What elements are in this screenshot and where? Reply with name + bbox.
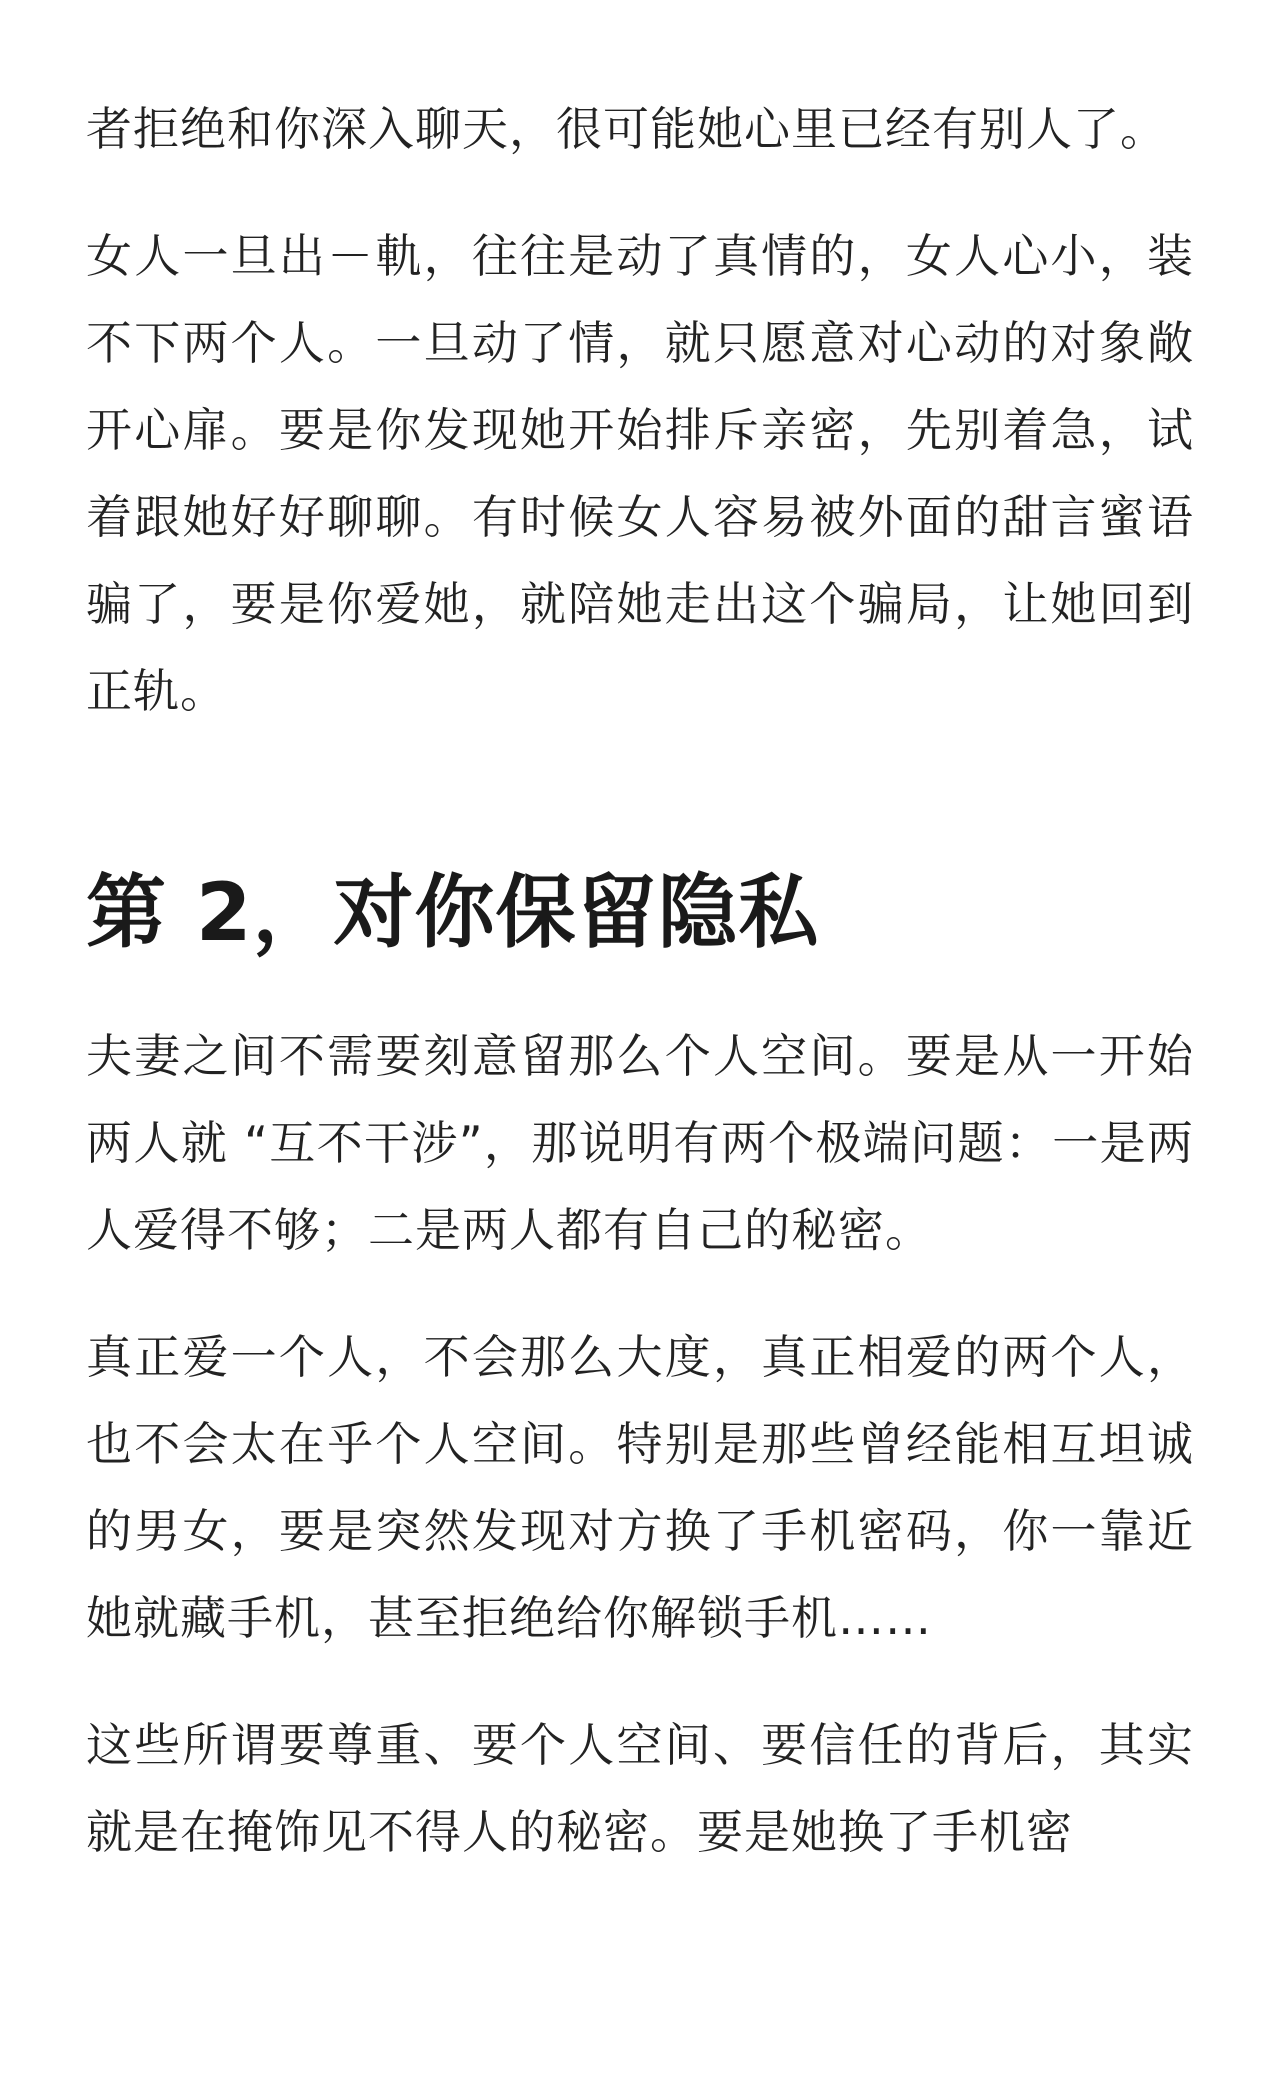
section-heading-wrap <box>86 863 1194 963</box>
paragraph-3: 夫妻之间不需要刻意留那么个人空间。要是从一开始两人就 “互不干涉”，那说明有两个极端问题：一是两人爱得不够；二是两人都有自己的秘密。 <box>86 1029 1194 1257</box>
article-body <box>86 86 1194 1876</box>
paragraph-1: 者拒绝和你深入聊天，很可能她心里已经有别人了。 <box>86 102 1167 156</box>
paragraph-4: 真正爱一个人，不会那么大度，真正相爱的两个人，也不会太在乎个人空间。特别是那些曾经能相互坦诚的男女，要是突然发现对方换了手机密码，你一靠近她就藏手机，甚至拒绝给你解锁手机…… <box>86 1330 1194 1645</box>
paragraph-2: 女人一旦出－軌，往往是动了真情的，女人心小，装不下两个人。一旦动了情，就只愿意对心动的对象敞开心扉。要是你发现她开始排斥亲密，先别着急，试着跟她好好聊聊。有时候女人容易被外面的甜言蜜语骗了，要是你爱她，就陪她走出这个骗局，让她回到正轨。 <box>86 229 1194 718</box>
paragraph-5: 这些所谓要尊重、要个人空间、要信任的背后，其实就是在掩饰见不得人的秘密。要是她换了手机密 <box>86 1718 1194 1859</box>
section-heading: 第 2，对你保留隐私 <box>86 866 820 959</box>
